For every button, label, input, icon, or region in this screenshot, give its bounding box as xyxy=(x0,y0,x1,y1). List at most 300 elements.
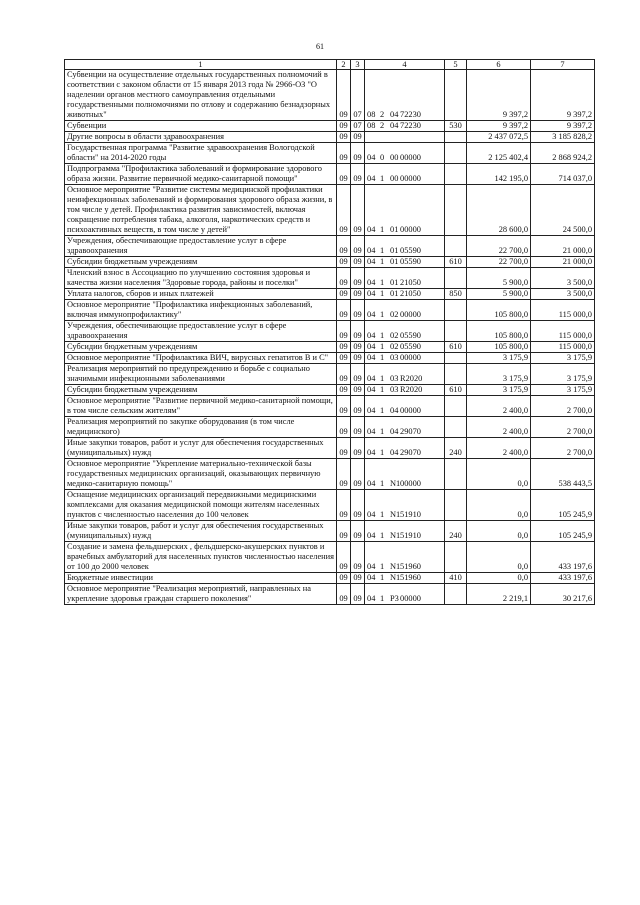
row-target-code xyxy=(365,257,445,268)
row-subsection: 09 xyxy=(351,164,365,185)
row-amount-col6: 2 125 402,4 xyxy=(467,143,531,164)
row-amount-col7: 21 000,0 xyxy=(531,257,595,268)
target-code-direction: 00000 xyxy=(400,153,421,162)
target-code-activity: 00 xyxy=(390,153,399,162)
target-code-subprogram: 1 xyxy=(380,342,385,351)
row-amount-col6: 3 175,9 xyxy=(467,353,531,364)
target-code-program: 04 xyxy=(367,331,376,340)
row-target-code xyxy=(365,70,445,121)
row-amount-col7: 115 000,0 xyxy=(531,300,595,321)
target-code-activity: 01 xyxy=(390,225,399,234)
target-code-subprogram: 1 xyxy=(380,353,385,362)
row-target-code xyxy=(365,438,445,459)
row-section: 09 xyxy=(337,353,351,364)
target-code-activity: 04 xyxy=(390,110,399,119)
target-code-subprogram: 2 xyxy=(380,110,385,119)
row-amount-col6: 22 700,0 xyxy=(467,257,531,268)
table-row xyxy=(65,70,595,121)
table-row xyxy=(65,289,595,300)
target-code-activity: 04 xyxy=(390,406,399,415)
row-section: 09 xyxy=(337,438,351,459)
target-code-direction: 72230 xyxy=(400,110,421,119)
row-target-code xyxy=(365,342,445,353)
target-code-subprogram: 1 xyxy=(380,385,385,394)
target-code-subprogram: 1 xyxy=(380,225,385,234)
header-col-7: 7 xyxy=(531,60,595,70)
row-section: 09 xyxy=(337,417,351,438)
target-code-direction: 00000 xyxy=(400,174,421,183)
row-expense-type xyxy=(445,268,467,289)
row-target-code xyxy=(365,542,445,573)
row-amount-col7: 3 185 828,2 xyxy=(531,132,595,143)
target-code-direction: 29070 xyxy=(400,448,421,457)
table-row xyxy=(65,257,595,268)
row-amount-col7: 3 175,9 xyxy=(531,353,595,364)
target-code-program: 04 xyxy=(367,174,376,183)
target-code-subprogram: 1 xyxy=(380,448,385,457)
target-code-subprogram: 1 xyxy=(380,246,385,255)
row-section: 09 xyxy=(337,584,351,605)
row-amount-col6: 9 397,2 xyxy=(467,70,531,121)
target-code-program: 04 xyxy=(367,342,376,351)
target-code-activity: N1 xyxy=(390,479,401,488)
row-section: 09 xyxy=(337,143,351,164)
target-code-direction: 29070 xyxy=(400,427,421,436)
target-code-activity: 01 xyxy=(390,278,399,287)
row-amount-col7: 2 700,0 xyxy=(531,396,595,417)
row-subsection: 09 xyxy=(351,257,365,268)
target-code-subprogram: 1 xyxy=(380,289,385,298)
target-code-subprogram: 2 xyxy=(380,121,385,130)
row-amount-col6: 2 400,0 xyxy=(467,417,531,438)
row-amount-col6: 0,0 xyxy=(467,573,531,584)
target-code-direction: 00000 xyxy=(400,310,421,319)
row-name: Основное мероприятие "Реализация мероприятий, направленных на укрепление здоровья граждан старшего поколения" xyxy=(65,584,337,605)
row-name: Основное мероприятие "Профилактика ВИЧ, вирусных гепатитов В и С" xyxy=(65,353,337,364)
row-section: 09 xyxy=(337,164,351,185)
row-subsection: 09 xyxy=(351,185,365,236)
target-code-activity: 02 xyxy=(390,310,399,319)
target-code-program: 04 xyxy=(367,153,376,162)
target-code-direction: 00000 xyxy=(400,225,421,234)
row-name: Иные закупки товаров, работ и услуг для обеспечения государственных (муниципальных) нужд xyxy=(65,521,337,542)
row-expense-type: 610 xyxy=(445,257,467,268)
row-section: 09 xyxy=(337,300,351,321)
target-code-program: 04 xyxy=(367,573,376,582)
row-subsection: 07 xyxy=(351,121,365,132)
row-target-code xyxy=(365,121,445,132)
header-col-3: 3 xyxy=(351,60,365,70)
row-subsection: 09 xyxy=(351,490,365,521)
table-row xyxy=(65,321,595,342)
row-expense-type xyxy=(445,396,467,417)
target-code-direction: 21050 xyxy=(400,289,421,298)
header-col-4: 4 xyxy=(365,60,445,70)
row-target-code xyxy=(365,396,445,417)
target-code-subprogram: 1 xyxy=(380,331,385,340)
row-expense-type xyxy=(445,236,467,257)
header-col-5: 5 xyxy=(445,60,467,70)
table-row xyxy=(65,300,595,321)
row-amount-col6: 105 800,0 xyxy=(467,300,531,321)
row-section: 09 xyxy=(337,396,351,417)
row-section: 09 xyxy=(337,342,351,353)
row-expense-type: 530 xyxy=(445,121,467,132)
row-target-code xyxy=(365,321,445,342)
row-amount-col7: 2 700,0 xyxy=(531,438,595,459)
table-row xyxy=(65,236,595,257)
target-code-program: 04 xyxy=(367,531,376,540)
row-expense-type xyxy=(445,542,467,573)
target-code-subprogram: 0 xyxy=(380,153,385,162)
row-expense-type: 410 xyxy=(445,573,467,584)
target-code-subprogram: 1 xyxy=(380,562,385,571)
table-row xyxy=(65,132,595,143)
row-amount-col7: 105 245,9 xyxy=(531,521,595,542)
row-amount-col7: 433 197,6 xyxy=(531,542,595,573)
row-amount-col7: 30 217,6 xyxy=(531,584,595,605)
target-code-activity: 04 xyxy=(390,121,399,130)
row-expense-type xyxy=(445,164,467,185)
row-amount-col6: 28 600,0 xyxy=(467,185,531,236)
row-section: 09 xyxy=(337,573,351,584)
target-code-direction: R2020 xyxy=(400,374,423,383)
row-amount-col6: 5 900,0 xyxy=(467,268,531,289)
target-code-direction: 21050 xyxy=(400,278,421,287)
target-code-program: 04 xyxy=(367,427,376,436)
target-code-activity: 03 xyxy=(390,385,399,394)
row-section: 09 xyxy=(337,521,351,542)
row-target-code xyxy=(365,417,445,438)
target-code-direction: 51960 xyxy=(400,573,421,582)
row-subsection: 09 xyxy=(351,417,365,438)
row-name: Субсидии бюджетным учреждениям xyxy=(65,257,337,268)
row-name: Субсидии бюджетным учреждениям xyxy=(65,342,337,353)
row-amount-col7: 433 197,6 xyxy=(531,573,595,584)
table-row xyxy=(65,385,595,396)
row-expense-type: 610 xyxy=(445,385,467,396)
row-expense-type xyxy=(445,70,467,121)
target-code-activity: 03 xyxy=(390,353,399,362)
target-code-activity: N1 xyxy=(390,510,401,519)
row-amount-col7: 3 175,9 xyxy=(531,385,595,396)
target-code-direction: 05590 xyxy=(400,331,421,340)
target-code-activity: N1 xyxy=(390,573,401,582)
row-name: Государственная программа "Развитие здравоохранения Вологодской области" на 2014-2020 годы xyxy=(65,143,337,164)
row-target-code xyxy=(365,584,445,605)
row-name: Основное мероприятие "Укрепление материально-технической базы государственных медицинских организаций, оказывающих первичную медико-санитарную помощь" xyxy=(65,459,337,490)
row-target-code xyxy=(365,132,445,143)
table-row xyxy=(65,521,595,542)
row-subsection: 09 xyxy=(351,385,365,396)
row-amount-col7: 9 397,2 xyxy=(531,70,595,121)
row-amount-col7: 2 700,0 xyxy=(531,417,595,438)
row-expense-type xyxy=(445,143,467,164)
table-row xyxy=(65,342,595,353)
target-code-activity: 04 xyxy=(390,427,399,436)
row-subsection: 09 xyxy=(351,342,365,353)
row-name: Учреждения, обеспечивающие предоставление услуг в сфере здравоохранения xyxy=(65,321,337,342)
target-code-direction: 00000 xyxy=(400,594,421,603)
row-name: Создание и замена фельдшерских , фельдшерско-акушерских пунктов и врачебных амбулаторий для населенных пунктов численностью населения от 100 до 2000 человек xyxy=(65,542,337,573)
row-name: Бюджетные инвестиции xyxy=(65,573,337,584)
row-name: Подпрограмма "Профилактика заболеваний и формирование здорового образа жизни. Развитие первичной медико-санитарной помощи" xyxy=(65,164,337,185)
target-code-direction: 05590 xyxy=(400,257,421,266)
header-col-2: 2 xyxy=(337,60,351,70)
target-code-subprogram: 1 xyxy=(380,427,385,436)
row-subsection: 07 xyxy=(351,70,365,121)
target-code-program: 04 xyxy=(367,257,376,266)
row-amount-col7: 21 000,0 xyxy=(531,236,595,257)
table-header-row xyxy=(65,60,595,70)
row-target-code xyxy=(365,300,445,321)
target-code-program: 08 xyxy=(367,110,376,119)
target-code-program: 04 xyxy=(367,385,376,394)
target-code-program: 08 xyxy=(367,121,376,130)
row-target-code xyxy=(365,185,445,236)
row-amount-col7: 24 500,0 xyxy=(531,185,595,236)
row-subsection: 09 xyxy=(351,236,365,257)
row-name: Основное мероприятие "Развитие системы медицинской профилактики неинфекционных заболеваний и формирования здорового образа жизни, в том числе у детей. Профилактика развития зависимостей, включая сокращение потребления табака, алкоголя, наркотических средств и психоактивных веществ, в том числе у детей" xyxy=(65,185,337,236)
row-subsection: 09 xyxy=(351,289,365,300)
row-expense-type xyxy=(445,353,467,364)
table-row xyxy=(65,353,595,364)
row-amount-col6: 3 175,9 xyxy=(467,385,531,396)
row-subsection: 09 xyxy=(351,521,365,542)
row-target-code xyxy=(365,573,445,584)
table-row xyxy=(65,121,595,132)
target-code-program: 04 xyxy=(367,246,376,255)
row-amount-col7: 115 000,0 xyxy=(531,342,595,353)
target-code-direction: 51910 xyxy=(400,531,421,540)
row-expense-type xyxy=(445,490,467,521)
row-amount-col7: 105 245,9 xyxy=(531,490,595,521)
header-col-1: 1 xyxy=(65,60,337,70)
row-amount-col7: 3 500,0 xyxy=(531,289,595,300)
target-code-program: 04 xyxy=(367,289,376,298)
row-section: 09 xyxy=(337,459,351,490)
row-target-code xyxy=(365,490,445,521)
table-row xyxy=(65,490,595,521)
row-name: Оснащение медицинских организаций передвижными медицинскими комплексами для оказания медицинской помощи жителям населенных пунктов с численностью населения до 100 человек xyxy=(65,490,337,521)
table-row xyxy=(65,143,595,164)
target-code-activity: 03 xyxy=(390,374,399,383)
target-code-subprogram: 1 xyxy=(380,174,385,183)
row-name: Субвенции xyxy=(65,121,337,132)
row-subsection: 09 xyxy=(351,584,365,605)
table-row xyxy=(65,584,595,605)
row-name: Основное мероприятие "Развитие первичной медико-санитарной помощи, в том числе сельским жителям" xyxy=(65,396,337,417)
target-code-subprogram: 1 xyxy=(380,257,385,266)
table-row xyxy=(65,185,595,236)
row-target-code xyxy=(365,521,445,542)
target-code-subprogram: 1 xyxy=(380,406,385,415)
target-code-activity: N1 xyxy=(390,531,401,540)
page-number: 61 xyxy=(316,42,324,51)
row-amount-col6: 2 400,0 xyxy=(467,396,531,417)
row-amount-col6: 0,0 xyxy=(467,459,531,490)
header-col-6: 6 xyxy=(467,60,531,70)
row-amount-col6: 5 900,0 xyxy=(467,289,531,300)
row-section: 09 xyxy=(337,185,351,236)
row-subsection: 09 xyxy=(351,143,365,164)
target-code-subprogram: 1 xyxy=(380,510,385,519)
table-row xyxy=(65,573,595,584)
target-code-subprogram: 1 xyxy=(380,374,385,383)
target-code-subprogram: 1 xyxy=(380,479,385,488)
row-subsection: 09 xyxy=(351,542,365,573)
row-amount-col6: 105 800,0 xyxy=(467,342,531,353)
table-row xyxy=(65,459,595,490)
target-code-direction: 00000 xyxy=(400,406,421,415)
row-subsection: 09 xyxy=(351,573,365,584)
row-section: 09 xyxy=(337,364,351,385)
row-subsection: 09 xyxy=(351,364,365,385)
row-amount-col7: 714 037,0 xyxy=(531,164,595,185)
row-amount-col7: 9 397,2 xyxy=(531,121,595,132)
target-code-activity: N1 xyxy=(390,562,401,571)
row-section: 09 xyxy=(337,321,351,342)
row-target-code xyxy=(365,143,445,164)
row-name: Основное мероприятие "Профилактика инфекционных заболеваний, включая иммунопрофилактику" xyxy=(65,300,337,321)
row-amount-col7: 2 868 924,2 xyxy=(531,143,595,164)
row-target-code xyxy=(365,236,445,257)
row-subsection: 09 xyxy=(351,459,365,490)
row-subsection: 09 xyxy=(351,353,365,364)
target-code-program: 04 xyxy=(367,510,376,519)
row-expense-type xyxy=(445,459,467,490)
row-expense-type xyxy=(445,584,467,605)
budget-table xyxy=(64,59,595,605)
target-code-activity: 00 xyxy=(390,174,399,183)
row-subsection: 09 xyxy=(351,438,365,459)
row-name: Другие вопросы в области здравоохранения xyxy=(65,132,337,143)
row-amount-col7: 538 443,5 xyxy=(531,459,595,490)
row-subsection: 09 xyxy=(351,396,365,417)
row-section: 09 xyxy=(337,289,351,300)
table-row xyxy=(65,438,595,459)
row-target-code xyxy=(365,364,445,385)
target-code-direction: 72230 xyxy=(400,121,421,130)
row-name: Реализация мероприятий по закупке оборудования (в том числе медицинского) xyxy=(65,417,337,438)
row-name: Иные закупки товаров, работ и услуг для обеспечения государственных (муниципальных) нужд xyxy=(65,438,337,459)
target-code-activity: 01 xyxy=(390,257,399,266)
target-code-program: 04 xyxy=(367,374,376,383)
target-code-activity: 01 xyxy=(390,246,399,255)
row-target-code xyxy=(365,459,445,490)
target-code-subprogram: 1 xyxy=(380,531,385,540)
row-amount-col6: 2 400,0 xyxy=(467,438,531,459)
target-code-direction: 00000 xyxy=(400,479,421,488)
target-code-subprogram: 1 xyxy=(380,310,385,319)
target-code-direction: 51910 xyxy=(400,510,421,519)
target-code-program: 04 xyxy=(367,448,376,457)
row-amount-col6: 142 195,0 xyxy=(467,164,531,185)
row-section: 09 xyxy=(337,542,351,573)
row-name: Учреждения, обеспечивающие предоставление услуг в сфере здравоохранения xyxy=(65,236,337,257)
row-target-code xyxy=(365,353,445,364)
target-code-program: 04 xyxy=(367,406,376,415)
row-section: 09 xyxy=(337,236,351,257)
target-code-subprogram: 1 xyxy=(380,594,385,603)
row-target-code xyxy=(365,164,445,185)
target-code-activity: P3 xyxy=(390,594,399,603)
target-code-direction: R2020 xyxy=(400,385,423,394)
target-code-activity: 01 xyxy=(390,289,399,298)
table-row xyxy=(65,417,595,438)
target-code-activity: 02 xyxy=(390,331,399,340)
row-amount-col6: 22 700,0 xyxy=(467,236,531,257)
row-amount-col7: 3 175,9 xyxy=(531,364,595,385)
row-amount-col7: 115 000,0 xyxy=(531,321,595,342)
row-name: Членский взнос в Ассоциацию по улучшению состояния здоровья и качества жизни населения "Здоровые города, районы и поселки" xyxy=(65,268,337,289)
row-expense-type xyxy=(445,364,467,385)
table-row xyxy=(65,396,595,417)
row-section: 09 xyxy=(337,70,351,121)
row-subsection: 09 xyxy=(351,132,365,143)
table-row xyxy=(65,364,595,385)
row-amount-col6: 0,0 xyxy=(467,542,531,573)
row-section: 09 xyxy=(337,132,351,143)
target-code-program: 04 xyxy=(367,594,376,603)
target-code-direction: 51960 xyxy=(400,562,421,571)
row-expense-type xyxy=(445,132,467,143)
row-expense-type: 240 xyxy=(445,521,467,542)
row-name: Субсидии бюджетным учреждениям xyxy=(65,385,337,396)
row-subsection: 09 xyxy=(351,300,365,321)
row-amount-col6: 3 175,9 xyxy=(467,364,531,385)
row-section: 09 xyxy=(337,121,351,132)
target-code-direction: 00000 xyxy=(400,353,421,362)
target-code-activity: 04 xyxy=(390,448,399,457)
row-target-code xyxy=(365,289,445,300)
row-amount-col6: 9 397,2 xyxy=(467,121,531,132)
row-target-code xyxy=(365,385,445,396)
target-code-program: 04 xyxy=(367,353,376,362)
table-row xyxy=(65,164,595,185)
target-code-program: 04 xyxy=(367,562,376,571)
row-amount-col6: 0,0 xyxy=(467,490,531,521)
target-code-subprogram: 1 xyxy=(380,278,385,287)
target-code-direction: 05590 xyxy=(400,342,421,351)
row-expense-type xyxy=(445,417,467,438)
target-code-subprogram: 1 xyxy=(380,573,385,582)
row-section: 09 xyxy=(337,268,351,289)
row-target-code xyxy=(365,268,445,289)
row-section: 09 xyxy=(337,257,351,268)
table-row xyxy=(65,542,595,573)
row-amount-col6: 2 437 072,5 xyxy=(467,132,531,143)
row-expense-type xyxy=(445,300,467,321)
table-row xyxy=(65,268,595,289)
row-expense-type xyxy=(445,321,467,342)
row-expense-type xyxy=(445,185,467,236)
target-code-program: 04 xyxy=(367,225,376,234)
target-code-program: 04 xyxy=(367,479,376,488)
target-code-program: 04 xyxy=(367,278,376,287)
row-name: Субвенции на осуществление отдельных государственных полномочий в соответствии с законом области от 15 января 2013 года № 2966-ОЗ "О наделении органов местного самоуправления отдельными государственными полномочиями по отлову и содержанию безнадзорных животных" xyxy=(65,70,337,121)
row-section: 09 xyxy=(337,385,351,396)
row-amount-col6: 105 800,0 xyxy=(467,321,531,342)
row-expense-type: 850 xyxy=(445,289,467,300)
row-name: Уплата налогов, сборов и иных платежей xyxy=(65,289,337,300)
target-code-activity: 02 xyxy=(390,342,399,351)
row-subsection: 09 xyxy=(351,268,365,289)
target-code-program: 04 xyxy=(367,310,376,319)
row-subsection: 09 xyxy=(351,321,365,342)
row-amount-col6: 0,0 xyxy=(467,521,531,542)
row-amount-col7: 3 500,0 xyxy=(531,268,595,289)
